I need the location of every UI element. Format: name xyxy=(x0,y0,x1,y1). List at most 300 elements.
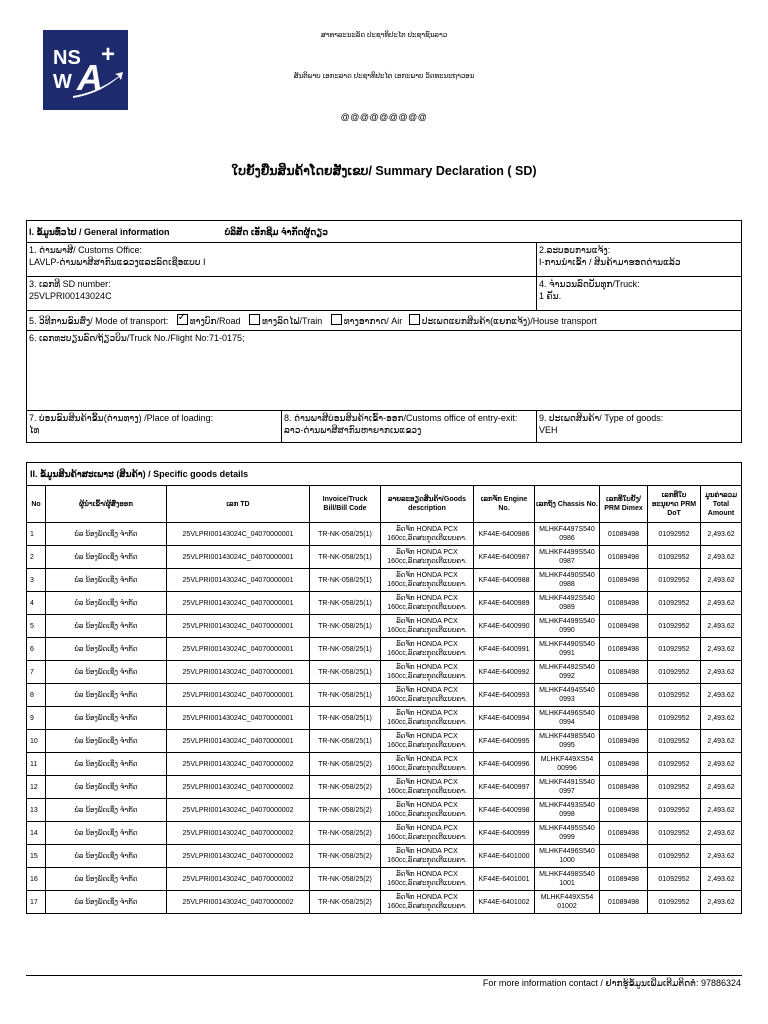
total-amount: 2,493.62 xyxy=(701,546,742,569)
importer-name: ບໍລ ນ້ອງພັດເຊິ່ງ ຈຳກັດ xyxy=(46,592,167,615)
row-number: 17 xyxy=(27,891,46,914)
chassis-number-line: MLHKF4495S540 xyxy=(539,825,595,832)
column-header: No xyxy=(27,486,46,523)
section-1-title: I. ຂໍ້ມູນທົ່ວໄປ / General information xyxy=(29,226,170,237)
chassis-number-line: 0997 xyxy=(559,788,575,795)
goods-type-value: VEH xyxy=(539,425,558,435)
sd-number-cell xyxy=(27,277,537,311)
chassis-number-line: 0990 xyxy=(559,627,575,634)
table-row xyxy=(27,661,742,684)
importer-name: ບໍລ ນ້ອງພັດເຊິ່ງ ຈຳກັດ xyxy=(46,615,167,638)
chassis-number-line: 01002 xyxy=(557,903,577,910)
goods-description xyxy=(381,638,474,661)
goods-description xyxy=(381,546,474,569)
engine-number: KF44E-6400986 xyxy=(474,523,535,546)
prm-dimex: 01089498 xyxy=(600,546,648,569)
td-number: 25VLPRI00143024C_04070000002 xyxy=(167,868,310,891)
road-checkbox xyxy=(177,314,188,325)
prm-dimex: 01089498 xyxy=(600,845,648,868)
sd-number-value: 25VLPRI00143024C xyxy=(29,291,112,301)
row-number: 4 xyxy=(27,592,46,615)
importer-name: ບໍລ ນ້ອງພັດເຊິ່ງ ຈຳກັດ xyxy=(46,776,167,799)
transport-mode-cell xyxy=(27,311,742,331)
place-of-loading-cell xyxy=(27,411,282,443)
total-amount: 2,493.62 xyxy=(701,638,742,661)
table-row xyxy=(27,753,742,776)
nsw-logo xyxy=(43,30,128,110)
invoice-code: TR-NK-058/25(1) xyxy=(310,569,381,592)
chassis-number-line: MLHKF4497S540 xyxy=(539,526,595,533)
declaration-type-value: I-ການນຳເຂົ້າ / ສິນຄ້າມາຮອດດ່ານແລ້ວ xyxy=(539,257,681,267)
chassis-number-line: MLHKF4498S540 xyxy=(539,871,595,878)
goods-description xyxy=(381,776,474,799)
prm-dot: 01092952 xyxy=(648,684,701,707)
chassis-number-line: MLHKF4492S540 xyxy=(539,595,595,602)
chassis-number xyxy=(535,615,600,638)
engine-number: KF44E-6400991 xyxy=(474,638,535,661)
engine-number: KF44E-6400987 xyxy=(474,546,535,569)
row-number: 7 xyxy=(27,661,46,684)
footer-contact: For more information contact / ຢາກຮູ້ຂໍ້ມູນເພີ່ມເຕີມຕິດຕໍ່: 97886324 xyxy=(482,978,741,988)
goods-description-line: 160cc,ລົດສະກູດເຕີແບບຄາ. xyxy=(387,604,467,611)
chassis-number-line: 0988 xyxy=(559,581,575,588)
prm-dot: 01092952 xyxy=(648,592,701,615)
goods-type-cell xyxy=(537,411,742,443)
chassis-number-line: MLHKF4492S540 xyxy=(539,664,595,671)
importer-name: ບໍລ ນ້ອງພັດເຊິ່ງ ຈຳກັດ xyxy=(46,638,167,661)
chassis-number xyxy=(535,753,600,776)
engine-number: KF44E-6400988 xyxy=(474,569,535,592)
column-header: ເລກຖັງ Chassis No. xyxy=(535,486,600,523)
row-number: 5 xyxy=(27,615,46,638)
prm-dot: 01092952 xyxy=(648,615,701,638)
exit-office-cell xyxy=(282,411,537,443)
place-of-loading-label: 7. ບ່ອນຂົນສິນຄ້າຂຶ້ນ(ດ່ານທາງ) /Place of loading: xyxy=(29,413,214,423)
footer-divider xyxy=(26,975,742,976)
air-option: ທາງອາກາດ/ Air xyxy=(343,316,403,326)
header-separator: @@@@@@@@@ xyxy=(340,112,428,122)
total-amount: 2,493.62 xyxy=(701,661,742,684)
prm-dot: 01092952 xyxy=(648,868,701,891)
goods-description-line: 160cc,ລົດສະກູດເຕີແບບຄາ. xyxy=(387,696,467,703)
td-number: 25VLPRI00143024C_04070000001 xyxy=(167,684,310,707)
table-row xyxy=(27,523,742,546)
goods-description-line: ລົດຈັກ HONDA PCX xyxy=(396,802,458,809)
chassis-number xyxy=(535,546,600,569)
td-number: 25VLPRI00143024C_04070000002 xyxy=(167,799,310,822)
chassis-number-line: 0991 xyxy=(559,650,575,657)
goods-description-line: ລົດຈັກ HONDA PCX xyxy=(396,572,458,579)
td-number: 25VLPRI00143024C_04070000001 xyxy=(167,592,310,615)
svg-text:A: A xyxy=(77,57,103,98)
goods-description-line: ລົດຈັກ HONDA PCX xyxy=(396,733,458,740)
place-of-loading-value: ໄທ xyxy=(29,425,40,435)
prm-dot: 01092952 xyxy=(648,707,701,730)
table-row xyxy=(27,546,742,569)
chassis-number xyxy=(535,845,600,868)
invoice-code: TR-NK-058/25(2) xyxy=(310,845,381,868)
total-amount: 2,493.62 xyxy=(701,569,742,592)
prm-dot: 01092952 xyxy=(648,546,701,569)
customs-office-cell xyxy=(27,243,537,277)
total-amount: 2,493.62 xyxy=(701,799,742,822)
row-number: 2 xyxy=(27,546,46,569)
customs-office-value: LAVLP-ດ່ານພາສີສາກົນແຂວງແລະລົດເຊືອແບບ I xyxy=(29,257,206,267)
importer-name: ບໍລ ນ້ອງພັດເຊິ່ງ ຈຳກັດ xyxy=(46,868,167,891)
td-number: 25VLPRI00143024C_04070000001 xyxy=(167,615,310,638)
importer-name: ບໍລ ນ້ອງພັດເຊິ່ງ ຈຳກັດ xyxy=(46,569,167,592)
table-row xyxy=(27,845,742,868)
chassis-number xyxy=(535,592,600,615)
engine-number: KF44E-6400992 xyxy=(474,661,535,684)
prm-dimex: 01089498 xyxy=(600,661,648,684)
chassis-number xyxy=(535,891,600,914)
truck-number-cell xyxy=(27,331,742,411)
chassis-number-line: 0989 xyxy=(559,604,575,611)
truck-count-cell xyxy=(537,277,742,311)
goods-description-line: ລົດຈັກ HONDA PCX xyxy=(396,871,458,878)
customs-office-label: 1. ດ່ານພາສີ/ Customs Office: xyxy=(29,245,143,255)
total-amount: 2,493.62 xyxy=(701,707,742,730)
prm-dimex: 01089498 xyxy=(600,730,648,753)
chassis-number-line: 0994 xyxy=(559,719,575,726)
goods-description-line: ລົດຈັກ HONDA PCX xyxy=(396,710,458,717)
total-amount: 2,493.62 xyxy=(701,523,742,546)
table-row xyxy=(27,730,742,753)
invoice-code: TR-NK-058/25(2) xyxy=(310,891,381,914)
goods-description-line: 160cc,ລົດສະກູດເຕີແບບຄາ. xyxy=(387,627,467,634)
country-motto: ສັນຕິພາບ ເອກະລາດ ປະຊາທິປະໄຕ ເອກະພາບ ວັດທະນະຖາວອນ xyxy=(293,73,475,80)
goods-description xyxy=(381,569,474,592)
row-number: 14 xyxy=(27,822,46,845)
goods-description-line: ລົດຈັກ HONDA PCX xyxy=(396,687,458,694)
train-checkbox xyxy=(249,314,260,325)
chassis-number-line: 0992 xyxy=(559,673,575,680)
document-title: ໃບຍັ້ງຍືນສິນຄ້າໂດຍສັງເຂບ/ Summary Declaration ( SD) xyxy=(231,164,537,178)
goods-description-line: 160cc,ລົດສະກູດເຕີແບບຄາ. xyxy=(387,857,467,864)
goods-description xyxy=(381,615,474,638)
chassis-number-line: MLHKF4499S540 xyxy=(539,618,595,625)
table-row xyxy=(27,868,742,891)
td-number: 25VLPRI00143024C_04070000001 xyxy=(167,546,310,569)
chassis-number xyxy=(535,868,600,891)
engine-number: KF44E-6400994 xyxy=(474,707,535,730)
goods-description xyxy=(381,799,474,822)
goods-type-label: 9. ປະເພດສິນຄ້າ/ Type of goods: xyxy=(539,413,664,423)
goods-description xyxy=(381,707,474,730)
goods-rows xyxy=(27,523,742,914)
engine-number: KF44E-6401001 xyxy=(474,868,535,891)
invoice-code: TR-NK-058/25(1) xyxy=(310,707,381,730)
chassis-number xyxy=(535,523,600,546)
truck-count-label: 4. ຈຳນວນລົດບັນທຸກ/Truck: xyxy=(539,279,640,289)
chassis-number-line: 0995 xyxy=(559,742,575,749)
prm-dot: 01092952 xyxy=(648,891,701,914)
row-number: 11 xyxy=(27,753,46,776)
invoice-code: TR-NK-058/25(1) xyxy=(310,638,381,661)
row-number: 15 xyxy=(27,845,46,868)
goods-description xyxy=(381,891,474,914)
importer-name: ບໍລ ນ້ອງພັດເຊິ່ງ ຈຳກັດ xyxy=(46,546,167,569)
invoice-code: TR-NK-058/25(2) xyxy=(310,776,381,799)
importer-name: ບໍລ ນ້ອງພັດເຊິ່ງ ຈຳກັດ xyxy=(46,822,167,845)
table-row xyxy=(27,822,742,845)
column-header: ມູນຄ່າລວມ Total Amount xyxy=(701,486,742,523)
total-amount: 2,493.62 xyxy=(701,684,742,707)
goods-description xyxy=(381,868,474,891)
goods-description-line: 160cc,ລົດສະກູດເຕີແບບຄາ. xyxy=(387,811,467,818)
goods-description-line: ລົດຈັກ HONDA PCX xyxy=(396,549,458,556)
td-number: 25VLPRI00143024C_04070000002 xyxy=(167,776,310,799)
chassis-number xyxy=(535,822,600,845)
importer-name: ບໍລ ນ້ອງພັດເຊິ່ງ ຈຳກັດ xyxy=(46,799,167,822)
engine-number: KF44E-6400996 xyxy=(474,753,535,776)
prm-dimex: 01089498 xyxy=(600,707,648,730)
engine-number: KF44E-6400989 xyxy=(474,592,535,615)
row-number: 3 xyxy=(27,569,46,592)
company-name: ບໍລິສັດ ເອັກຊີມ ຈຳກັດຜູ້ດຽວ xyxy=(224,226,328,237)
total-amount: 2,493.62 xyxy=(701,730,742,753)
goods-description-line: ລົດຈັກ HONDA PCX xyxy=(396,894,458,901)
chassis-number-line: MLHKF4493S540 xyxy=(539,802,595,809)
goods-description-line: ລົດຈັກ HONDA PCX xyxy=(396,779,458,786)
column-header: ເລກທີໃບອະນຸຍາດ PRM DoT xyxy=(648,486,701,523)
goods-description-line: 160cc,ລົດສະກູດເຕີແບບຄາ. xyxy=(387,788,467,795)
column-header: ເລກ TD xyxy=(167,486,310,523)
prm-dimex: 01089498 xyxy=(600,615,648,638)
engine-number: KF44E-6400993 xyxy=(474,684,535,707)
road-option: ທາງບົກ/Road xyxy=(189,316,241,326)
goods-description-line: ລົດຈັກ HONDA PCX xyxy=(396,526,458,533)
prm-dimex: 01089498 xyxy=(600,592,648,615)
column-header: ລາຍລະອຽດສິນຄ້າ/Goods description xyxy=(381,486,474,523)
transport-mode-label: 5. ວິທີການຂົນສົ່ງ/ Mode of transport: xyxy=(29,316,169,326)
row-number: 13 xyxy=(27,799,46,822)
chassis-number-line: 00996 xyxy=(557,765,577,772)
goods-description-line: 160cc,ລົດສະກູດເຕີແບບຄາ. xyxy=(387,834,467,841)
chassis-number-line: MLHKF449XS54 xyxy=(540,756,594,763)
chassis-number-line: 1000 xyxy=(559,857,575,864)
engine-number: KF44E-6400990 xyxy=(474,615,535,638)
chassis-number xyxy=(535,638,600,661)
td-number: 25VLPRI00143024C_04070000002 xyxy=(167,845,310,868)
goods-description xyxy=(381,523,474,546)
chassis-number-line: MLHKF4498S540 xyxy=(539,733,595,740)
house-transport-option: ປະເພດແຍກສິນຄ້າ(ແຍກແຈ້ງ)/House transport xyxy=(421,316,597,326)
goods-description-line: 160cc,ລົດສະກູດເຕີແບບຄາ. xyxy=(387,535,467,542)
goods-description-line: ລົດຈັກ HONDA PCX xyxy=(396,595,458,602)
row-number: 8 xyxy=(27,684,46,707)
total-amount: 2,493.62 xyxy=(701,615,742,638)
engine-number: KF44E-6400999 xyxy=(474,822,535,845)
chassis-number-line: MLHKF4499S540 xyxy=(539,549,595,556)
goods-description xyxy=(381,753,474,776)
chassis-number-line: MLHKF4490S540 xyxy=(539,641,595,648)
importer-name: ບໍລ ນ້ອງພັດເຊິ່ງ ຈຳກັດ xyxy=(46,684,167,707)
td-number: 25VLPRI00143024C_04070000002 xyxy=(167,822,310,845)
goods-description-line: ລົດຈັກ HONDA PCX xyxy=(396,825,458,832)
truck-number-label: 6. ເລກທະບຽນລົດ/ຖ້ຽວບິນ/Truck No./Flight No:71-0175; xyxy=(29,333,245,343)
chassis-number-line: MLHKF449XS54 xyxy=(540,894,594,901)
invoice-code: TR-NK-058/25(2) xyxy=(310,753,381,776)
td-number: 25VLPRI00143024C_04070000001 xyxy=(167,707,310,730)
td-number: 25VLPRI00143024C_04070000001 xyxy=(167,569,310,592)
prm-dimex: 01089498 xyxy=(600,684,648,707)
row-number: 12 xyxy=(27,776,46,799)
table-row xyxy=(27,638,742,661)
general-information-heading xyxy=(27,221,742,243)
truck-count-value: 1 ຄັນ. xyxy=(539,291,562,301)
goods-description-line: 160cc,ລົດສະກູດເຕີແບບຄາ. xyxy=(387,765,467,772)
total-amount: 2,493.62 xyxy=(701,776,742,799)
invoice-code: TR-NK-058/25(1) xyxy=(310,546,381,569)
column-header: ເລກຈັກ Engine No. xyxy=(474,486,535,523)
chassis-number-line: MLHKF4496S540 xyxy=(539,848,595,855)
table-row xyxy=(27,615,742,638)
table-row xyxy=(27,707,742,730)
table-row xyxy=(27,891,742,914)
invoice-code: TR-NK-058/25(1) xyxy=(310,615,381,638)
country-name: ສາທາລະນະລັດ ປະຊາທິປະໄຕ ປະຊາຊົນລາວ xyxy=(320,32,448,39)
chassis-number-line: 1001 xyxy=(559,880,575,887)
goods-description xyxy=(381,684,474,707)
goods-description-line: ລົດຈັກ HONDA PCX xyxy=(396,641,458,648)
prm-dot: 01092952 xyxy=(648,822,701,845)
svg-text:W: W xyxy=(53,71,72,93)
goods-details-heading: II. ຂໍ້ມູນສິນຄ້າສະເພາະ (ສິນຄ້າ) / Specific goods details xyxy=(27,463,742,486)
td-number: 25VLPRI00143024C_04070000002 xyxy=(167,891,310,914)
goods-description-line: 160cc,ລົດສະກູດເຕີແບບຄາ. xyxy=(387,673,467,680)
exit-office-label: 8. ດ່ານພາສີບ່ອນສິນຄ້າເຂົ້າ-ອອກ/Customs office of entry-exit: xyxy=(284,413,518,423)
prm-dimex: 01089498 xyxy=(600,523,648,546)
td-number: 25VLPRI00143024C_04070000002 xyxy=(167,753,310,776)
total-amount: 2,493.62 xyxy=(701,868,742,891)
td-number: 25VLPRI00143024C_04070000001 xyxy=(167,638,310,661)
td-number: 25VLPRI00143024C_04070000001 xyxy=(167,523,310,546)
goods-description xyxy=(381,661,474,684)
prm-dot: 01092952 xyxy=(648,661,701,684)
goods-description-line: 160cc,ລົດສະກູດເຕີແບບຄາ. xyxy=(387,880,467,887)
invoice-code: TR-NK-058/25(2) xyxy=(310,822,381,845)
table-row xyxy=(27,776,742,799)
goods-description xyxy=(381,822,474,845)
exit-office-value: ລາວ-ດ່ານພາສີສາກົນຫາຍາກເນແຂວງ xyxy=(284,425,422,435)
importer-name: ບໍລ ນ້ອງພັດເຊິ່ງ ຈຳກັດ xyxy=(46,730,167,753)
engine-number: KF44E-6400998 xyxy=(474,799,535,822)
prm-dimex: 01089498 xyxy=(600,776,648,799)
prm-dimex: 01089498 xyxy=(600,569,648,592)
air-checkbox xyxy=(331,314,342,325)
importer-name: ບໍລ ນ້ອງພັດເຊິ່ງ ຈຳກັດ xyxy=(46,707,167,730)
column-header: Invoice/Truck Bill/Bill Code xyxy=(310,486,381,523)
declaration-type-label: 2.ລະບອບການແຈ້ງ: xyxy=(539,245,611,255)
chassis-number-line: MLHKF4490S540 xyxy=(539,572,595,579)
td-number: 25VLPRI00143024C_04070000001 xyxy=(167,730,310,753)
goods-description-line: ລົດຈັກ HONDA PCX xyxy=(396,848,458,855)
chassis-number xyxy=(535,684,600,707)
chassis-number-line: 0998 xyxy=(559,811,575,818)
goods-description-line: 160cc,ລົດສະກູດເຕີແບບຄາ. xyxy=(387,903,467,910)
chassis-number-line: 0986 xyxy=(559,535,575,542)
invoice-code: TR-NK-058/25(2) xyxy=(310,868,381,891)
goods-description-line: 160cc,ລົດສະກູດເຕີແບບຄາ. xyxy=(387,650,467,657)
prm-dimex: 01089498 xyxy=(600,891,648,914)
house-transport-checkbox xyxy=(409,314,420,325)
engine-number: KF44E-6401000 xyxy=(474,845,535,868)
invoice-code: TR-NK-058/25(1) xyxy=(310,730,381,753)
table-row xyxy=(27,799,742,822)
goods-description-line: ລົດຈັກ HONDA PCX xyxy=(396,664,458,671)
chassis-number xyxy=(535,569,600,592)
prm-dimex: 01089498 xyxy=(600,822,648,845)
general-information-table xyxy=(26,220,742,443)
total-amount: 2,493.62 xyxy=(701,753,742,776)
chassis-number xyxy=(535,661,600,684)
goods-details-table xyxy=(26,462,742,914)
prm-dot: 01092952 xyxy=(648,776,701,799)
goods-description-line: ລົດຈັກ HONDA PCX xyxy=(396,756,458,763)
chassis-number-line: MLHKF4491S540 xyxy=(539,779,595,786)
sd-number-label: 3. ເລກທີ SD number: xyxy=(29,279,111,289)
declaration-type-cell xyxy=(537,243,742,277)
column-header: ຜູ້ນຳເຂົ້າ/ຜູ້ສົ່ງອອກ xyxy=(46,486,167,523)
prm-dimex: 01089498 xyxy=(600,799,648,822)
row-number: 1 xyxy=(27,523,46,546)
prm-dot: 01092952 xyxy=(648,845,701,868)
prm-dot: 01092952 xyxy=(648,569,701,592)
goods-description-line: 160cc,ລົດສະກູດເຕີແບບຄາ. xyxy=(387,558,467,565)
total-amount: 2,493.62 xyxy=(701,822,742,845)
importer-name: ບໍລ ນ້ອງພັດເຊິ່ງ ຈຳກັດ xyxy=(46,661,167,684)
train-option: ທາງລົດໄຟ/Train xyxy=(262,316,323,326)
engine-number: KF44E-6400997 xyxy=(474,776,535,799)
invoice-code: TR-NK-058/25(1) xyxy=(310,523,381,546)
invoice-code: TR-NK-058/25(1) xyxy=(310,592,381,615)
prm-dot: 01092952 xyxy=(648,799,701,822)
prm-dimex: 01089498 xyxy=(600,868,648,891)
total-amount: 2,493.62 xyxy=(701,592,742,615)
invoice-code: TR-NK-058/25(1) xyxy=(310,661,381,684)
invoice-code: TR-NK-058/25(1) xyxy=(310,684,381,707)
row-number: 10 xyxy=(27,730,46,753)
goods-description-line: 160cc,ລົດສະກູດເຕີແບບຄາ. xyxy=(387,719,467,726)
chassis-number xyxy=(535,776,600,799)
td-number: 25VLPRI00143024C_04070000001 xyxy=(167,661,310,684)
nsw-logo-icon xyxy=(43,30,128,110)
prm-dimex: 01089498 xyxy=(600,753,648,776)
chassis-number xyxy=(535,707,600,730)
table-row xyxy=(27,569,742,592)
invoice-code: TR-NK-058/25(2) xyxy=(310,799,381,822)
column-header: ເລກທີໃບຢັ້ງ/ PRM Dimex xyxy=(600,486,648,523)
goods-description xyxy=(381,845,474,868)
chassis-number-line: 0999 xyxy=(559,834,575,841)
chassis-number-line: 0987 xyxy=(559,558,575,565)
prm-dot: 01092952 xyxy=(648,730,701,753)
row-number: 9 xyxy=(27,707,46,730)
chassis-number-line: MLHKF4496S540 xyxy=(539,710,595,717)
importer-name: ບໍລ ນ້ອງພັດເຊິ່ງ ຈຳກັດ xyxy=(46,891,167,914)
importer-name: ບໍລ ນ້ອງພັດເຊິ່ງ ຈຳກັດ xyxy=(46,753,167,776)
chassis-number xyxy=(535,799,600,822)
importer-name: ບໍລ ນ້ອງພັດເຊິ່ງ ຈຳກັດ xyxy=(46,845,167,868)
engine-number: KF44E-6401002 xyxy=(474,891,535,914)
chassis-number xyxy=(535,730,600,753)
total-amount: 2,493.62 xyxy=(701,845,742,868)
chassis-number-line: MLHKF4494S540 xyxy=(539,687,595,694)
table-row xyxy=(27,684,742,707)
goods-description xyxy=(381,592,474,615)
